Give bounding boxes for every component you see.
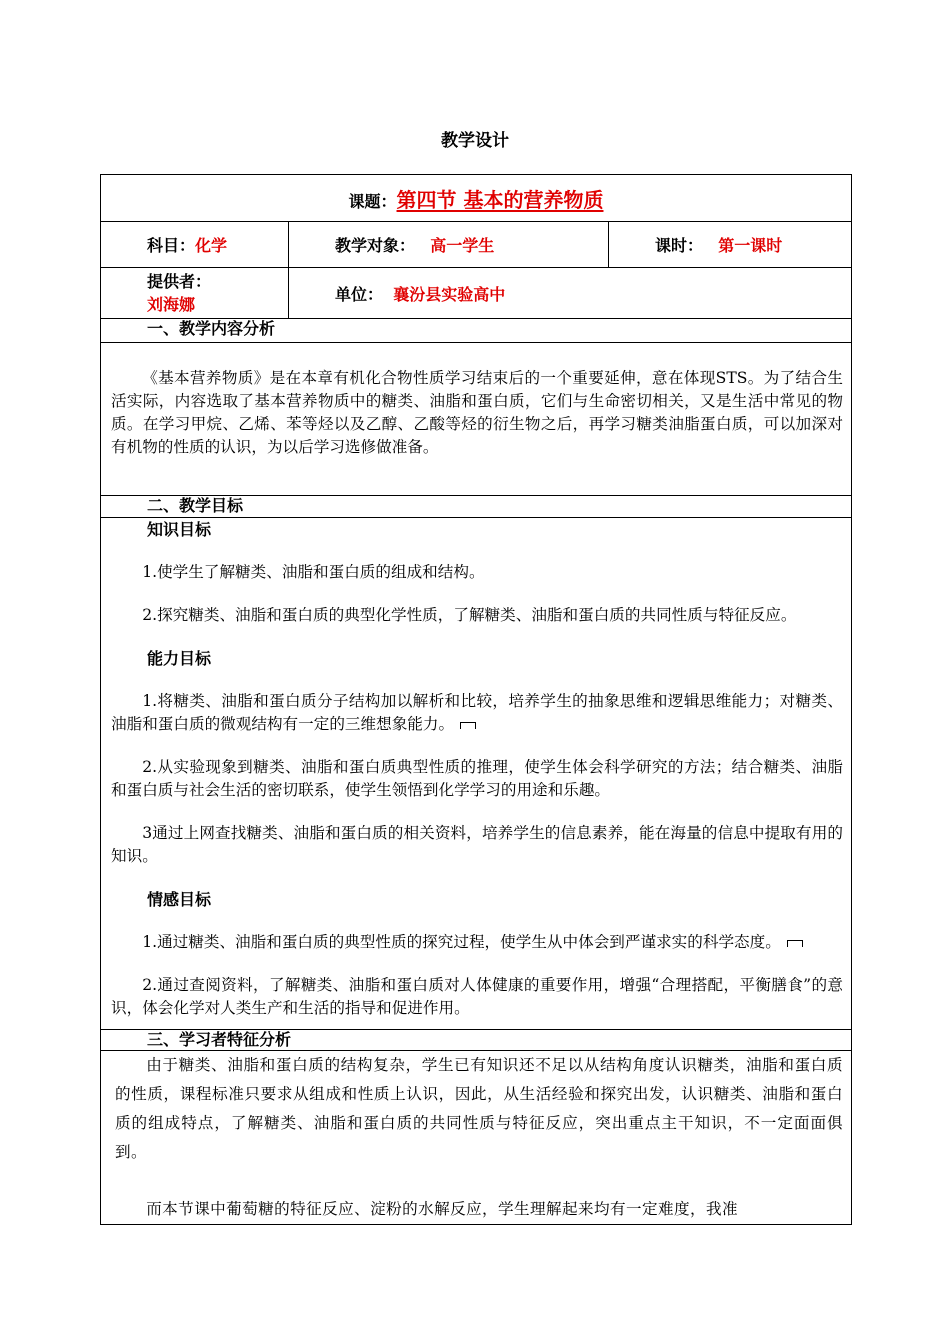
ability-goal-3: 3通过上网查找糖类、油脂和蛋白质的相关资料，培养学生的信息素养，能在海量的信息中提取有用的知识。	[111, 824, 843, 865]
section1-header-row	[101, 319, 852, 343]
section3-title: 三、学习者特征分析	[101, 1030, 852, 1051]
emotion-goals-title: 情感目标	[147, 890, 212, 909]
subject-label: 科目：	[147, 236, 196, 255]
ability-goal-2: 2.从实验现象到糖类、油脂和蛋白质典型性质的推理，使学生体会科学研究的方法；结合糖类、油脂和蛋白质与社会生活的密切联系，使学生领悟到化学学习的用途和乐趣。	[111, 758, 843, 799]
audience-cell	[289, 222, 609, 268]
ability-goals-title: 能力目标	[147, 649, 212, 668]
section3-body-row	[101, 1051, 852, 1225]
section3-header-row	[101, 1030, 852, 1051]
section2-body-row	[101, 518, 852, 1030]
topic-cell	[101, 175, 852, 222]
section1-paragraph: 《基本营养物质》是在本章有机化合物性质学习结束后的一个重要延伸，意在体现STS。为了结合生活实际，内容选取了基本营养物质中的糖类、油脂和蛋白质，它们与生命密切相关，又是生活中常见的物质。在学习甲烷、乙烯、苯等烃以及乙醇、乙酸等烃的衍生物之后，再学习糖类油脂蛋白质，可以加深对有机物的性质的认识，为以后学习选修做准备。	[111, 369, 843, 456]
section2-header-row	[101, 496, 852, 518]
audience-value: 高一学生	[430, 236, 495, 255]
period-value: 第一课时	[718, 236, 783, 255]
knowledge-goal-2: 2.探究糖类、油脂和蛋白质的典型化学性质，了解糖类、油脂和蛋白质的共同性质与特征反应。	[142, 606, 797, 624]
topic-label: 课题：	[348, 191, 397, 211]
period-cell	[609, 222, 852, 268]
provider-label: 提供者：	[147, 272, 212, 291]
meta-row	[101, 222, 852, 268]
subject-value: 化学	[195, 236, 228, 255]
lesson-design-table	[100, 174, 852, 1225]
edit-mark-icon	[787, 940, 803, 947]
unit-value: 襄汾县实验高中	[393, 284, 506, 304]
topic-value: 第四节 基本的营养物质	[396, 187, 604, 212]
section2-body-cell	[101, 518, 852, 1030]
section3-body-cell	[101, 1051, 852, 1225]
section1-body-cell	[101, 343, 852, 496]
subject-cell	[101, 222, 289, 268]
provider-value: 刘海娜	[147, 295, 196, 314]
knowledge-goals-title: 知识目标	[147, 520, 212, 539]
period-label: 课时：	[655, 236, 704, 255]
section1-title: 一、教学内容分析	[101, 319, 852, 343]
section2-title: 二、教学目标	[101, 496, 852, 518]
document-title: 教学设计	[441, 131, 509, 151]
edit-mark-icon	[460, 722, 476, 729]
section1-body-row	[101, 343, 852, 496]
knowledge-goal-1: 1.使学生了解糖类、油脂和蛋白质的组成和结构。	[142, 563, 485, 581]
emotion-goal-1: 1.通过糖类、油脂和蛋白质的典型性质的探究过程，使学生从中体会到严谨求实的科学态度。	[111, 931, 843, 954]
audience-label: 教学对象：	[335, 236, 416, 255]
ability-goal-1: 1.将糖类、油脂和蛋白质分子结构加以解析和比较，培养学生的抽象思维和逻辑思维能力；对糖类、油脂和蛋白质的微观结构有一定的三维想象能力。	[111, 692, 843, 733]
emotion-goal-2: 2.通过查阅资料，了解糖类、油脂和蛋白质对人体健康的重要作用，增强“合理搭配，平衡膳食”的意识，体会化学对人类生产和生活的指导和促进作用。	[111, 976, 843, 1017]
provider-cell	[101, 268, 289, 319]
section3-paragraph-1: 由于糖类、油脂和蛋白质的结构复杂，学生已有知识还不足以从结构角度认识糖类，油脂和蛋白质的性质，课程标准只要求从组成和性质上认识，因此，从生活经验和探究出发，认识糖类、油脂和蛋白质的组成特点，了解糖类、油脂和蛋白质的共同性质与特征反应，突出重点主干知识，不一定面面俱到。	[115, 1056, 843, 1161]
unit-label: 单位：	[335, 284, 384, 304]
section3-paragraph-2: 而本节课中葡萄糖的特征反应、淀粉的水解反应，学生理解起来均有一定难度，我准	[146, 1200, 738, 1218]
unit-cell	[289, 268, 852, 319]
topic-row	[101, 175, 852, 222]
provider-row	[101, 268, 852, 319]
